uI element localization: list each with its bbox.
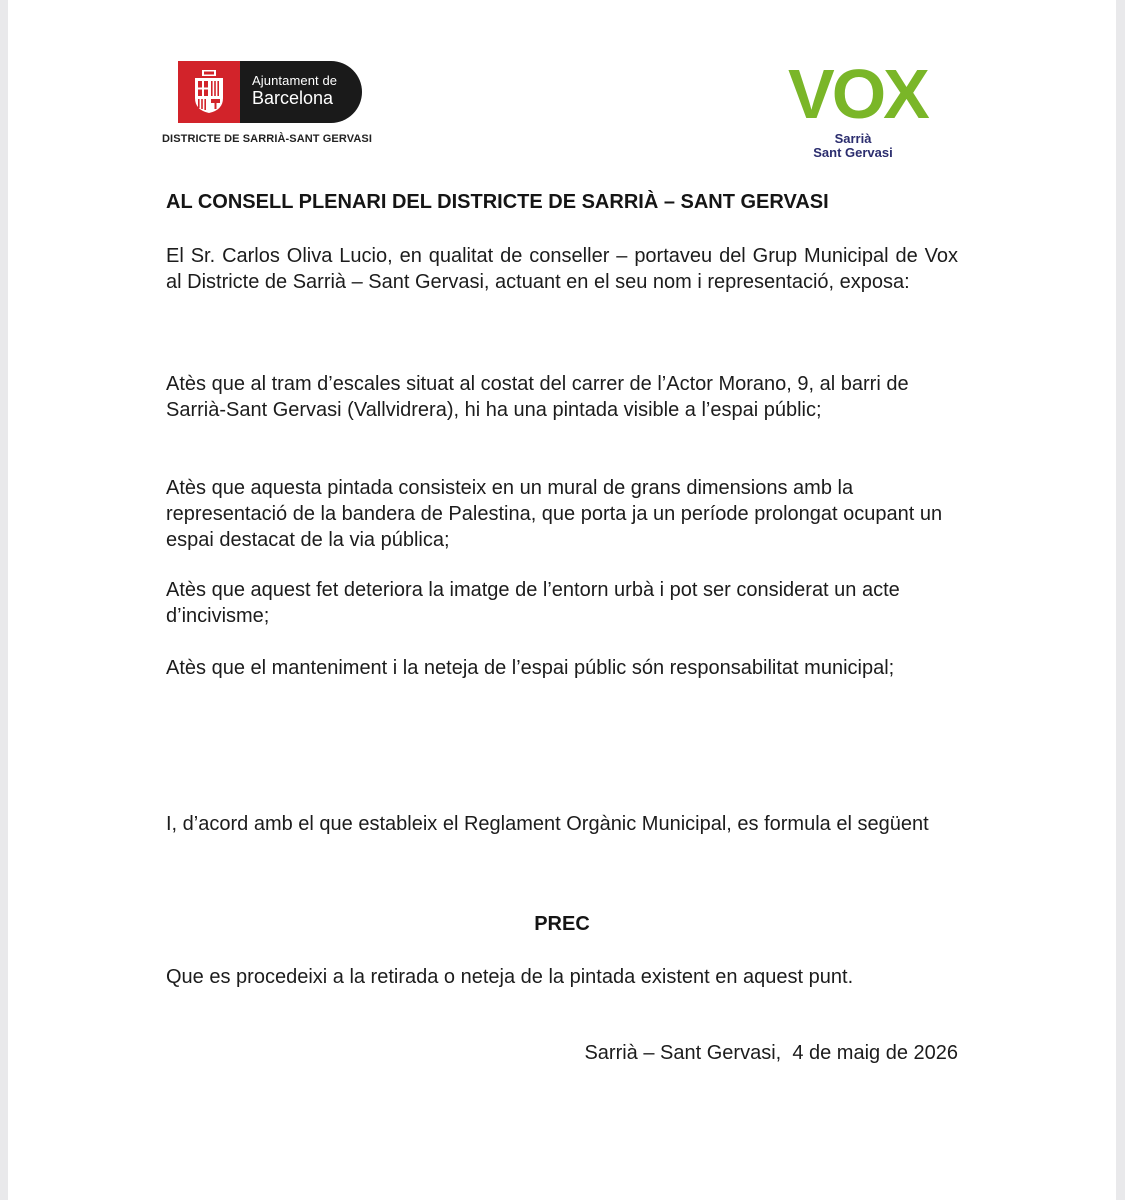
request-paragraph: Que es procedeixi a la retirada o neteja de la pintada existent en aquest punt. bbox=[166, 966, 854, 988]
ajuntament-logo bbox=[178, 61, 362, 123]
logo-line-1: Ajuntament de bbox=[252, 73, 338, 88]
vox-logo-sub1: Sarrià bbox=[834, 131, 872, 146]
whereas-paragraph-2: Atès que aquesta pintada consisteix en un mural de grans dimensions amb la representació de la bandera de Palestina, que porta ja un període prolongat ocupant un espai destacat de la via pública; bbox=[166, 477, 943, 551]
whereas-paragraph-4: Atès que el manteniment i la neteja de l’espai públic són responsabilitat municipal; bbox=[166, 657, 895, 679]
prec-title: PREC bbox=[534, 913, 590, 935]
document-heading: AL CONSELL PLENARI DEL DISTRICTE DE SARRIÀ – SANT GERVASI bbox=[166, 191, 829, 213]
intro-paragraph: El Sr. Carlos Oliva Lucio, en qualitat de conseller – portaveu del Grup Municipal de Vox al Districte de Sarrià – Sant Gervasi, actuant en el seu nom i representació, exposa: bbox=[166, 245, 958, 293]
whereas-paragraph-3: Atès que aquest fet deteriora la imatge de l’entorn urbà i pot ser considerat un acte d’incivisme; bbox=[166, 579, 900, 627]
vox-logo: VOX bbox=[788, 55, 927, 133]
district-label: DISTRICTE DE SARRIÀ-SANT GERVASI bbox=[162, 133, 372, 145]
closing-paragraph: I, d’acord amb el que estableix el Reglament Orgànic Municipal, es formula el següent bbox=[166, 813, 929, 835]
document-page bbox=[8, 0, 1116, 1200]
logo-line-2: Barcelona bbox=[252, 88, 334, 108]
coat-of-arms-icon bbox=[178, 61, 240, 123]
vox-logo-sub2: Sant Gervasi bbox=[813, 145, 893, 160]
date-line: Sarrià – Sant Gervasi, 4 de maig de 2026 bbox=[584, 1042, 958, 1064]
whereas-paragraph-1: Atès que al tram d’escales situat al costat del carrer de l’Actor Morano, 9, al barri de Sarrià-Sant Gervasi (Vallvidrera), hi ha una pintada visible a l’espai públic; bbox=[166, 373, 909, 421]
